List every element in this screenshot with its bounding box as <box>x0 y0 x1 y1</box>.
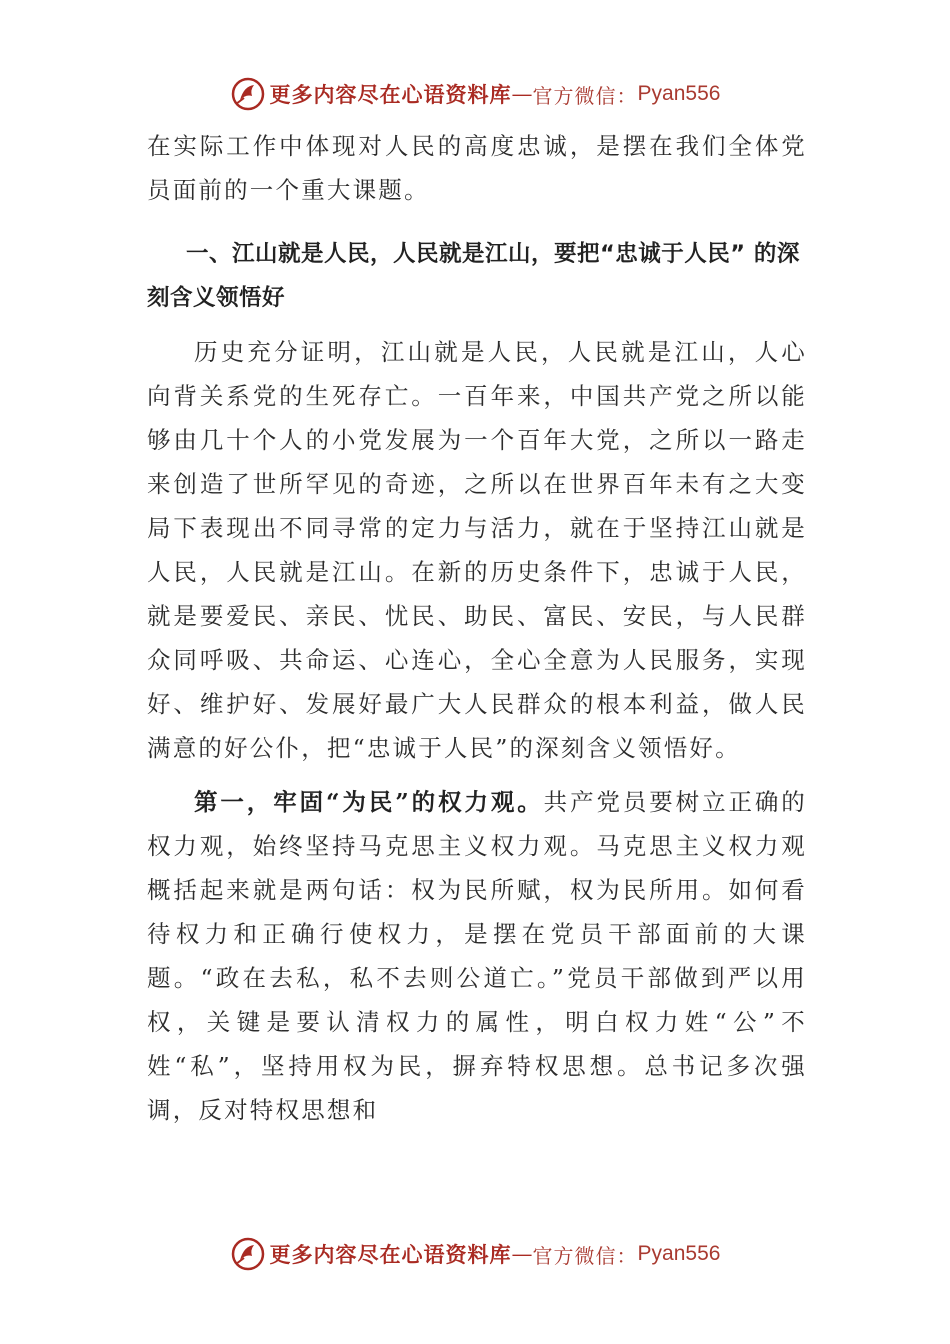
header-banner <box>0 74 950 114</box>
logo-icon <box>230 1236 266 1272</box>
header-wechat-label: 官方微信： <box>532 83 638 108</box>
document-body <box>147 124 807 1132</box>
logo-icon <box>230 76 266 112</box>
paragraph-lead: 第一，牢固“为民”的权力观。 <box>194 788 544 816</box>
footer-brand-text: 更多内容尽在心语资料库 <box>269 1242 512 1267</box>
section-heading: 一、江山就是人民，人民就是江山，要把“忠诚于人民” 的深刻含义领悟好 <box>147 241 800 311</box>
footer-separator: — <box>511 1242 533 1266</box>
paragraph-text: 共产党员要树立正确的权力观，始终坚持马克思主义权力观。马克思主义权力观概括起来就是两句话：权为民所赋，权为民所用。如何看待权力和正确行使权力，是摆在党员干部面前的大课题。“政在去私，私不去则公道亡。”党员干部做到严以用权，关键是要认清权力的属性，明白权力姓“公”不姓“私”，坚持用权为民，摒弃特权思想。总书记多次强调，反对特权思想和 <box>147 788 807 1124</box>
header-brand-text: 更多内容尽在心语资料库 <box>269 82 512 107</box>
intro-paragraph: 在实际工作中体现对人民的高度忠诚，是摆在我们全体党员面前的一个重大课题。 <box>147 132 807 204</box>
body-paragraph-2 <box>147 780 807 1132</box>
header-wechat-id: Pyan556 <box>637 82 721 105</box>
header-separator: — <box>511 82 533 106</box>
footer-wechat-label: 官方微信： <box>532 1243 638 1268</box>
footer-banner <box>0 1234 950 1274</box>
footer-wechat-id: Pyan556 <box>637 1242 721 1265</box>
body-paragraph: 历史充分证明，江山就是人民，人民就是江山，人心向背关系党的生死存亡。一百年来，中国共产党之所以能够由几十个人的小党发展为一个百年大党，之所以一路走来创造了世所罕见的奇迹，之所以在世界百年未有之大变局下表现出不同寻常的定力与活力，就在于坚持江山就是人民，人民就是江山。在新的历史条件下，忠诚于人民，就是要爱民、亲民、忧民、助民、富民、安民，与人民群众同呼吸、共命运、心连心，全心全意为人民服务，实现好、维护好、发展好最广大人民群众的根本利益，做人民满意的好公仆，把“忠诚于人民”的深刻含义领悟好。 <box>147 338 807 762</box>
